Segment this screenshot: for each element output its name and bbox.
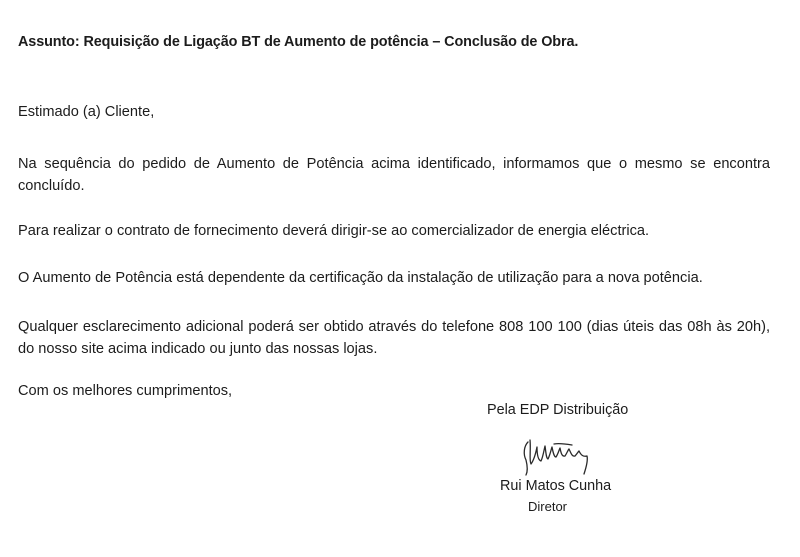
letter-paragraph: Para realizar o contrato de fornecimento deverá dirigir-se ao comercializador de energia eléctrica. (18, 223, 650, 239)
letter-paragraph: Qualquer esclarecimento adicional poderá ser obtido através do telefone 808 100 100 (dias úteis das 08h às 20h), do nosso site acima indicado ou junto das nossas lojas. (18, 319, 770, 357)
letter-greeting: Estimado (a) Cliente, (18, 104, 155, 120)
letter-paragraph: O Aumento de Potência está dependente da certificação da instalação de utilização para a nova potência. (18, 270, 703, 286)
signatory-name: Rui Matos Cunha (500, 478, 612, 494)
letter-paragraph: Na sequência do pedido de Aumento de Potência acima identificado, informamos que o mesmo se encontra concluído. (18, 156, 770, 194)
handwritten-signature (514, 430, 604, 476)
signature-organization: Pela EDP Distribuição (487, 402, 629, 418)
signatory-title: Diretor (528, 499, 568, 514)
letter-closing: Com os melhores cumprimentos, (18, 383, 233, 399)
letter-subject: Assunto: Requisição de Ligação BT de Aumento de potência – Conclusão de Obra. (18, 34, 579, 50)
signature-block (480, 402, 640, 522)
